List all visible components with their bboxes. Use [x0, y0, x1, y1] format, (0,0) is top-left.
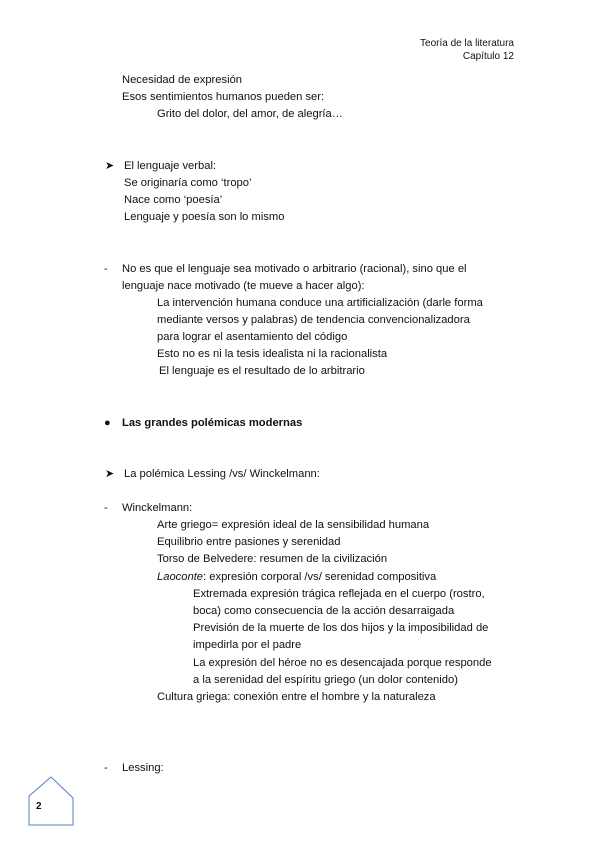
arrow-bullet-icon: ➤	[105, 160, 115, 172]
text-line: Extremada expresión trágica reflejada en el cuerpo (rostro,	[193, 588, 485, 600]
list-heading: La polémica Lessing /vs/ Winckelmann:	[124, 468, 320, 480]
text-line: No es que el lenguaje sea motivado o arbitrario (racional), sino que el	[122, 263, 467, 275]
text-line: para lograr el asentamiento del código	[157, 331, 348, 343]
page-number: 2	[36, 801, 42, 812]
text-line: impedirla por el padre	[193, 639, 302, 651]
text-line: Necesidad de expresión	[122, 74, 243, 86]
list-heading: Lessing:	[122, 762, 164, 774]
header-chapter: Capítulo 12	[462, 51, 514, 62]
text-line: Arte griego= expresión ideal de la sensibilidad humana	[157, 519, 430, 531]
text-line: boca) como consecuencia de la acción desarraigada	[193, 605, 455, 617]
text-line: lenguaje nace motivado (te mueve a hacer algo):	[122, 280, 365, 292]
text-line: Esto no es ni la tesis idealista ni la racionalista	[157, 348, 388, 360]
text-line: La expresión del héroe no es desencajada porque responde	[193, 657, 492, 669]
text-line: Torso de Belvedere: resumen de la civilización	[157, 553, 388, 565]
text-line: Se originaría como ‘tropo’	[124, 177, 252, 189]
dash-bullet: -	[104, 502, 108, 514]
text-line: Grito del dolor, del amor, de alegría…	[157, 108, 343, 120]
header-title: Teoría de la literatura	[420, 38, 514, 49]
text-line: Lenguaje y poesía son lo mismo	[124, 211, 285, 223]
text-line: Cultura griega: conexión entre el hombre y la naturaleza	[157, 691, 436, 703]
page-badge-icon	[28, 776, 74, 826]
text-line: La intervención humana conduce una artificialización (darle forma	[157, 297, 483, 309]
text-line: Equilibrio entre pasiones y serenidad	[157, 536, 341, 548]
text-line: Esos sentimientos humanos pueden ser:	[122, 91, 325, 103]
dash-bullet: -	[104, 263, 108, 275]
section-heading: Las grandes polémicas modernas	[122, 417, 303, 429]
text-line: El lenguaje es el resultado de lo arbitrario	[159, 365, 365, 377]
text-line: a la serenidad del espíritu griego (un dolor contenido)	[193, 674, 458, 686]
text-line: Previsión de la muerte de los dos hijos y la imposibilidad de	[193, 622, 489, 634]
text-line: Nace como ‘poesía’	[124, 194, 223, 206]
list-heading: El lenguaje verbal:	[124, 160, 217, 172]
circle-bullet-icon: ●	[104, 417, 111, 429]
dash-bullet: -	[104, 762, 108, 774]
italic-term: Laoconte	[157, 571, 204, 583]
text-line	[157, 569, 436, 586]
text-rest: : expresión corporal /vs/ serenidad compositiva	[203, 571, 437, 583]
arrow-bullet-icon: ➤	[105, 468, 115, 480]
text-line: mediante versos y palabras) de tendencia convencionalizadora	[157, 314, 470, 326]
list-heading: Winckelmann:	[122, 502, 193, 514]
